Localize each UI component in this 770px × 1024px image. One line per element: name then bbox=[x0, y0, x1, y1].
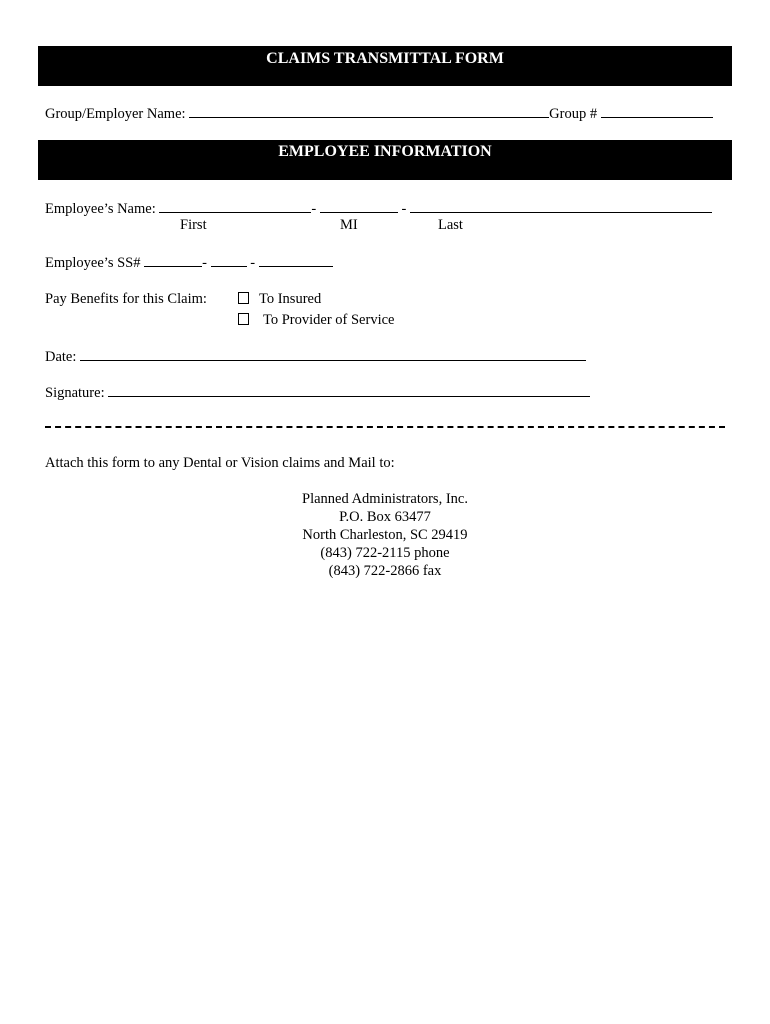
first-name-field[interactable] bbox=[159, 200, 311, 213]
address-city: North Charleston, SC 29419 bbox=[302, 527, 468, 543]
employee-info-title: EMPLOYEE INFORMATION bbox=[278, 143, 492, 160]
employee-name-label: Employee’s Name: bbox=[45, 201, 156, 217]
mailing-address bbox=[0, 490, 770, 580]
mail-instructions: Attach this form to any Dental or Vision claims and Mail to: bbox=[45, 455, 395, 471]
signature-field[interactable] bbox=[108, 384, 590, 397]
address-fax: (843) 722-2866 fax bbox=[328, 563, 442, 579]
last-caption: Last bbox=[438, 217, 463, 233]
address-phone: (843) 722-2115 phone bbox=[320, 545, 450, 561]
option-provider[interactable] bbox=[238, 312, 394, 329]
ssn-label: Employee’s SS# bbox=[45, 255, 141, 271]
employee-info-bar bbox=[38, 140, 732, 180]
group-number-label: Group # bbox=[549, 106, 598, 122]
middle-initial-field[interactable] bbox=[320, 200, 398, 213]
provider-label: To Provider of Service bbox=[263, 312, 395, 328]
date-field[interactable] bbox=[80, 348, 586, 361]
ssn-part2-field[interactable] bbox=[211, 254, 247, 267]
group-employer-label: Group/Employer Name: bbox=[45, 106, 186, 122]
employee-name-row: Employee’s Name: - - bbox=[45, 200, 712, 218]
date-label: Date: bbox=[45, 349, 77, 365]
date-row bbox=[45, 348, 586, 366]
insured-label: To Insured bbox=[259, 291, 322, 307]
signature-row bbox=[45, 384, 590, 402]
address-po-box: P.O. Box 63477 bbox=[339, 509, 431, 525]
group-number-field[interactable] bbox=[601, 105, 713, 118]
mi-caption: MI bbox=[340, 217, 358, 233]
address-company: Planned Administrators, Inc. bbox=[302, 491, 468, 507]
first-caption: First bbox=[180, 217, 207, 233]
insured-checkbox[interactable] bbox=[238, 292, 249, 304]
last-name-field[interactable] bbox=[410, 200, 712, 213]
ssn-part1-field[interactable] bbox=[144, 254, 202, 267]
group-employer-name-field[interactable] bbox=[189, 105, 549, 118]
form-title: CLAIMS TRANSMITTAL FORM bbox=[266, 50, 504, 67]
provider-checkbox[interactable] bbox=[238, 313, 249, 325]
group-employer-row bbox=[45, 105, 713, 123]
pay-benefits-label: Pay Benefits for this Claim: bbox=[45, 291, 207, 307]
cut-line-divider bbox=[45, 426, 725, 428]
ssn-part3-field[interactable] bbox=[259, 254, 333, 267]
form-title-bar bbox=[38, 46, 732, 86]
option-insured[interactable] bbox=[238, 291, 321, 308]
signature-label: Signature: bbox=[45, 385, 105, 401]
ssn-row: Employee’s SS# - - bbox=[45, 254, 333, 272]
